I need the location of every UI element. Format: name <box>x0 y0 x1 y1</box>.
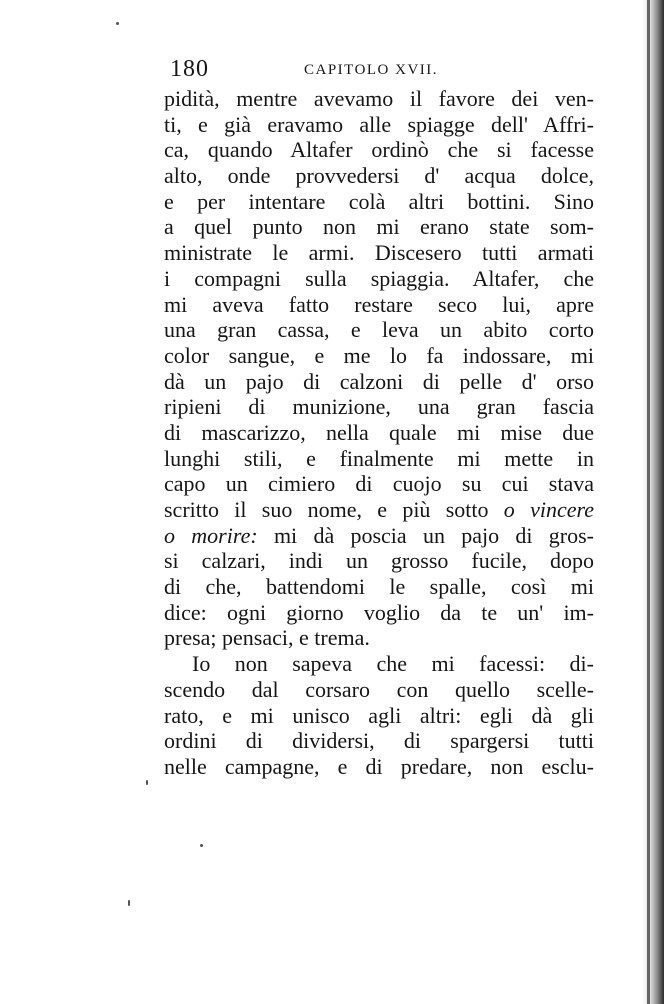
text-line: i compagni sulla spiaggia. Altafer, che <box>164 265 594 291</box>
text-line: nelle campagne, e di predare, non esclu- <box>164 753 594 779</box>
paper-speck <box>128 900 130 906</box>
text-line: presa; pensaci, e trema. <box>164 625 370 651</box>
text-line: e per intentare colà altri bottini. Sino <box>164 188 594 214</box>
page-edge-shadow <box>642 0 664 1004</box>
text-line: di mascarizzo, nella quale mi mise due <box>164 419 594 445</box>
text-line: dice: ogni giorno voglio da te un' im- <box>164 599 594 625</box>
text-line: una gran cassa, e leva un abito corto <box>164 317 594 343</box>
body-text <box>164 86 594 780</box>
text-line: scendo dal corsaro con quello scelle- <box>164 676 594 702</box>
text-line: ordini di dividersi, di spargersi tutti <box>164 728 594 754</box>
text-line: ca, quando Altafer ordinò che si facesse <box>164 137 594 163</box>
text-line: capo un cimiero di cuojo su cui stava <box>164 471 594 497</box>
text-line: ripieni di munizione, una gran fascia <box>164 394 594 420</box>
motto-italic: o morire: <box>164 522 258 548</box>
text-line: a quel punto non mi erano state som- <box>164 214 594 240</box>
text-line: alto, onde provvedersi d' acqua dolce, <box>164 163 594 189</box>
text-line: color sangue, e me lo fa indossare, mi <box>164 342 594 368</box>
text-line: o morire: mi dà poscia un pajo di gros- <box>164 522 594 548</box>
text-line: ti, e già eravamo alle spiagge dell' Affri- <box>164 111 594 137</box>
text-line: rato, e mi unisco agli altri: egli dà gli <box>164 702 594 728</box>
text-line: di che, battendomi le spalle, così mi <box>164 574 594 600</box>
text-line: dà un pajo di calzoni di pelle d' orso <box>164 368 594 394</box>
page-number: 180 <box>170 56 209 82</box>
page-edge-line <box>647 0 650 1004</box>
text-line: si calzari, indi un grosso fucile, dopo <box>164 548 594 574</box>
text-line: mi aveva fatto restare seco lui, apre <box>164 291 594 317</box>
text-line: pidità, mentre avevamo il favore dei ven- <box>164 86 594 111</box>
paper-speck <box>116 22 119 25</box>
text-line: lunghi stili, e finalmente mi mette in <box>164 445 594 471</box>
motto-italic: o vincere <box>503 497 594 522</box>
paragraph-first-line: Io non sapeva che mi facessi: di- <box>192 651 594 677</box>
running-head: CAPITOLO XVII. <box>304 62 439 78</box>
paper-speck <box>200 844 203 847</box>
page-header <box>164 56 590 86</box>
paper-speck <box>146 780 148 785</box>
text-line: scritto il suo nome, e più sotto o vincere <box>164 497 594 522</box>
text-line: ministrate le armi. Discesero tutti armati <box>164 240 594 266</box>
